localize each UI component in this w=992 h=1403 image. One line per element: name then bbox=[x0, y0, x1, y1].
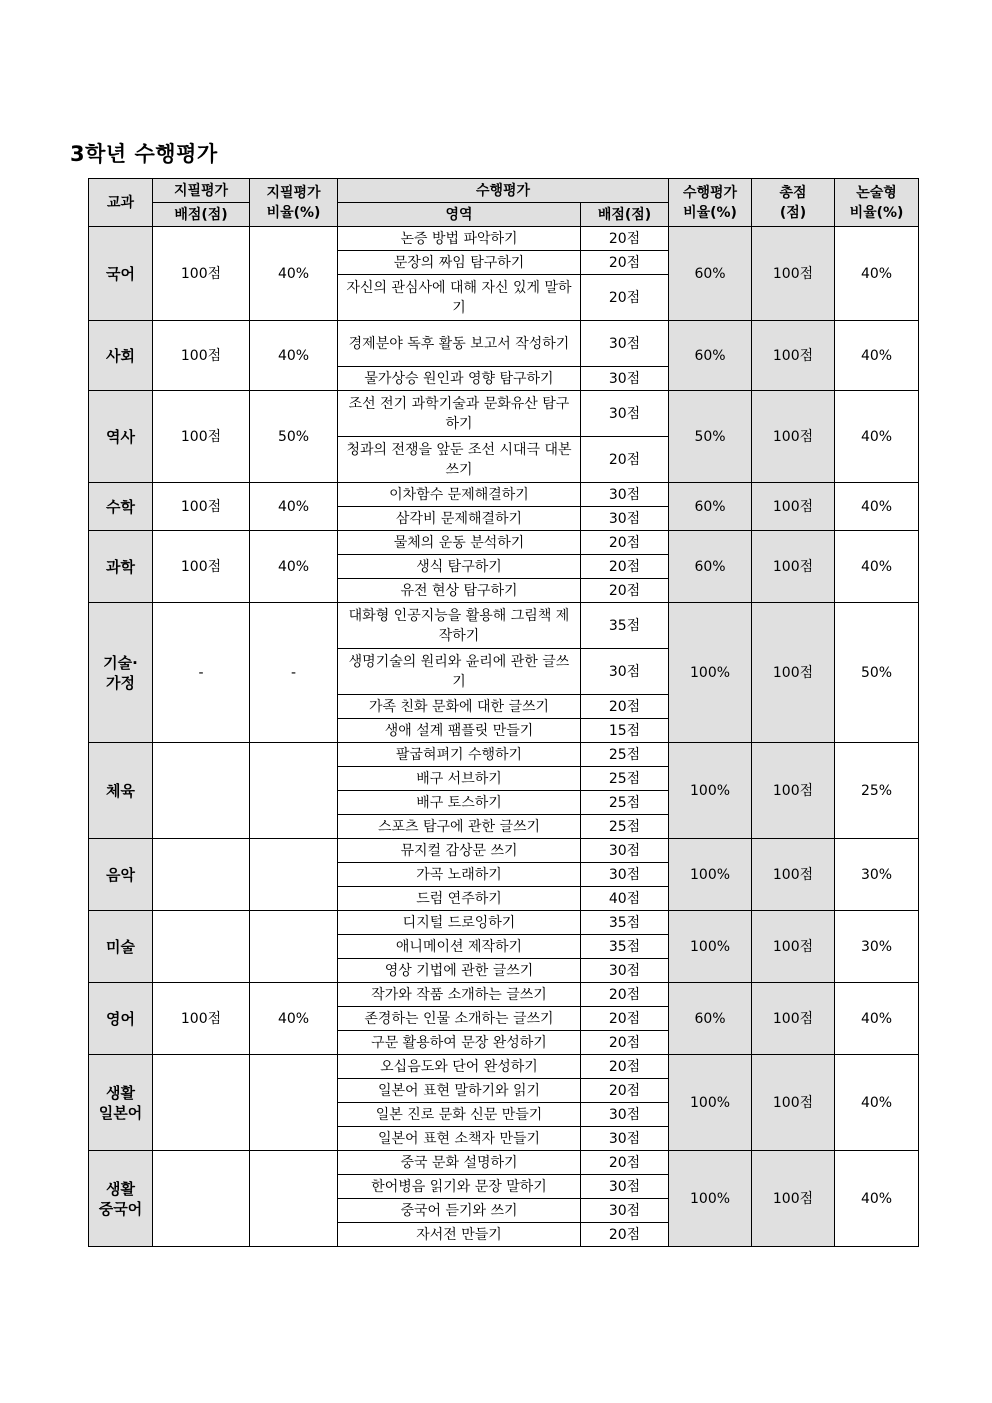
subject-name: 역사 bbox=[89, 391, 153, 483]
area-score: 30점 bbox=[581, 391, 669, 437]
subject-name: 생활 일본어 bbox=[89, 1055, 153, 1151]
area-score: 30점 bbox=[581, 483, 669, 507]
essay-ratio: 40% bbox=[835, 983, 919, 1055]
area-name: 중국 문화 설명하기 bbox=[338, 1151, 581, 1175]
written-ratio bbox=[250, 911, 338, 983]
area-score: 20점 bbox=[581, 1223, 669, 1247]
area-score: 20점 bbox=[581, 555, 669, 579]
table-row bbox=[89, 531, 919, 555]
essay-ratio: 40% bbox=[835, 531, 919, 603]
written-ratio: 40% bbox=[250, 983, 338, 1055]
area-score: 15점 bbox=[581, 719, 669, 743]
area-score: 25점 bbox=[581, 791, 669, 815]
written-score: 100점 bbox=[153, 483, 250, 531]
written-ratio bbox=[250, 743, 338, 839]
table-row bbox=[89, 911, 919, 935]
area-score: 20점 bbox=[581, 1031, 669, 1055]
area-score: 40점 bbox=[581, 887, 669, 911]
perf-ratio: 60% bbox=[669, 983, 752, 1055]
subject-name: 음악 bbox=[89, 839, 153, 911]
area-name: 오십음도와 단어 완성하기 bbox=[338, 1055, 581, 1079]
subject-name: 사회 bbox=[89, 321, 153, 391]
area-name: 디지털 드로잉하기 bbox=[338, 911, 581, 935]
area-score: 35점 bbox=[581, 935, 669, 959]
essay-ratio: 40% bbox=[835, 1151, 919, 1247]
perf-ratio: 100% bbox=[669, 1055, 752, 1151]
perf-ratio: 100% bbox=[669, 911, 752, 983]
area-name: 유전 현상 탐구하기 bbox=[338, 579, 581, 603]
area-score: 30점 bbox=[581, 1175, 669, 1199]
essay-ratio: 40% bbox=[835, 227, 919, 321]
written-score bbox=[153, 839, 250, 911]
area-score: 20점 bbox=[581, 437, 669, 483]
area-name: 구문 활용하여 문장 완성하기 bbox=[338, 1031, 581, 1055]
essay-ratio: 40% bbox=[835, 483, 919, 531]
essay-ratio: 25% bbox=[835, 743, 919, 839]
essay-ratio: 30% bbox=[835, 911, 919, 983]
area-score: 30점 bbox=[581, 367, 669, 391]
written-score: 100점 bbox=[153, 391, 250, 483]
perf-ratio: 100% bbox=[669, 743, 752, 839]
area-score: 20점 bbox=[581, 1007, 669, 1031]
header-performance-group: 수행평가 bbox=[338, 179, 669, 203]
area-name: 가곡 노래하기 bbox=[338, 863, 581, 887]
area-score: 20점 bbox=[581, 695, 669, 719]
area-name: 생명기술의 원리와 윤리에 관한 글쓰기 bbox=[338, 649, 581, 695]
total-score: 100점 bbox=[752, 391, 835, 483]
area-score: 30점 bbox=[581, 1103, 669, 1127]
area-name: 배구 토스하기 bbox=[338, 791, 581, 815]
written-score: - bbox=[153, 603, 250, 743]
essay-ratio: 30% bbox=[835, 839, 919, 911]
total-score: 100점 bbox=[752, 483, 835, 531]
area-name: 팔굽혀펴기 수행하기 bbox=[338, 743, 581, 767]
table-row bbox=[89, 603, 919, 649]
subject-name: 국어 bbox=[89, 227, 153, 321]
table-row bbox=[89, 1151, 919, 1175]
area-name: 작가와 작품 소개하는 글쓰기 bbox=[338, 983, 581, 1007]
area-name: 일본어 표현 소책자 만들기 bbox=[338, 1127, 581, 1151]
written-score: 100점 bbox=[153, 321, 250, 391]
written-ratio: 40% bbox=[250, 483, 338, 531]
area-score: 25점 bbox=[581, 767, 669, 791]
perf-ratio: 60% bbox=[669, 483, 752, 531]
total-score: 100점 bbox=[752, 839, 835, 911]
area-name: 존경하는 인물 소개하는 글쓰기 bbox=[338, 1007, 581, 1031]
area-name: 청과의 전쟁을 앞둔 조선 시대극 대본 쓰기 bbox=[338, 437, 581, 483]
subject-name: 체육 bbox=[89, 743, 153, 839]
written-score bbox=[153, 1055, 250, 1151]
area-name: 문장의 짜임 탐구하기 bbox=[338, 251, 581, 275]
header-subject: 교과 bbox=[89, 179, 153, 227]
area-name: 삼각비 문제해결하기 bbox=[338, 507, 581, 531]
area-name: 드럼 연주하기 bbox=[338, 887, 581, 911]
area-name: 물체의 운동 분석하기 bbox=[338, 531, 581, 555]
area-score: 25점 bbox=[581, 743, 669, 767]
header-area: 영역 bbox=[338, 203, 581, 227]
perf-ratio: 60% bbox=[669, 227, 752, 321]
subject-name: 수학 bbox=[89, 483, 153, 531]
area-name: 자신의 관심사에 대해 자신 있게 말하기 bbox=[338, 275, 581, 321]
area-name: 일본어 표현 말하기와 읽기 bbox=[338, 1079, 581, 1103]
area-score: 25점 bbox=[581, 815, 669, 839]
total-score: 100점 bbox=[752, 1055, 835, 1151]
area-name: 조선 전기 과학기술과 문화유산 탐구하기 bbox=[338, 391, 581, 437]
perf-ratio: 60% bbox=[669, 531, 752, 603]
total-score: 100점 bbox=[752, 321, 835, 391]
total-score: 100점 bbox=[752, 603, 835, 743]
total-score: 100점 bbox=[752, 983, 835, 1055]
table-row bbox=[89, 983, 919, 1007]
essay-ratio: 50% bbox=[835, 603, 919, 743]
total-score: 100점 bbox=[752, 227, 835, 321]
header-written-ratio: 지필평가 비율(%) bbox=[250, 179, 338, 227]
area-name: 대화형 인공지능을 활용해 그림책 제작하기 bbox=[338, 603, 581, 649]
table-row bbox=[89, 227, 919, 251]
assessment-table bbox=[88, 178, 919, 1247]
written-ratio bbox=[250, 1151, 338, 1247]
area-name: 논증 방법 파악하기 bbox=[338, 227, 581, 251]
area-score: 30점 bbox=[581, 649, 669, 695]
area-score: 20점 bbox=[581, 579, 669, 603]
written-ratio bbox=[250, 1055, 338, 1151]
area-score: 30점 bbox=[581, 839, 669, 863]
area-name: 이차함수 문제해결하기 bbox=[338, 483, 581, 507]
area-score: 20점 bbox=[581, 275, 669, 321]
area-name: 스포츠 탐구에 관한 글쓰기 bbox=[338, 815, 581, 839]
essay-ratio: 40% bbox=[835, 321, 919, 391]
perf-ratio: 50% bbox=[669, 391, 752, 483]
area-score: 20점 bbox=[581, 1055, 669, 1079]
total-score: 100점 bbox=[752, 911, 835, 983]
table-row bbox=[89, 743, 919, 767]
page-title: 3학년 수행평가 bbox=[70, 142, 218, 166]
written-score: 100점 bbox=[153, 227, 250, 321]
subject-name: 과학 bbox=[89, 531, 153, 603]
subject-name: 생활 중국어 bbox=[89, 1151, 153, 1247]
header-total: 총점 (점) bbox=[752, 179, 835, 227]
area-name: 한어병음 읽기와 문장 말하기 bbox=[338, 1175, 581, 1199]
area-score: 30점 bbox=[581, 1199, 669, 1223]
written-score bbox=[153, 1151, 250, 1247]
written-ratio: 40% bbox=[250, 227, 338, 321]
area-score: 20점 bbox=[581, 1079, 669, 1103]
table-row bbox=[89, 839, 919, 863]
table-row bbox=[89, 321, 919, 367]
area-name: 영상 기법에 관한 글쓰기 bbox=[338, 959, 581, 983]
area-score: 30점 bbox=[581, 507, 669, 531]
header-essay-ratio: 논술형 비율(%) bbox=[835, 179, 919, 227]
area-name: 물가상승 원인과 영향 탐구하기 bbox=[338, 367, 581, 391]
total-score: 100점 bbox=[752, 531, 835, 603]
written-ratio: 50% bbox=[250, 391, 338, 483]
table-row bbox=[89, 1055, 919, 1079]
table-row bbox=[89, 391, 919, 437]
area-score: 30점 bbox=[581, 863, 669, 887]
perf-ratio: 60% bbox=[669, 321, 752, 391]
area-name: 중국어 듣기와 쓰기 bbox=[338, 1199, 581, 1223]
subject-name: 영어 bbox=[89, 983, 153, 1055]
area-score: 30점 bbox=[581, 321, 669, 367]
area-name: 일본 진로 문화 신문 만들기 bbox=[338, 1103, 581, 1127]
area-name: 애니메이션 제작하기 bbox=[338, 935, 581, 959]
header-perf-ratio: 수행평가 비율(%) bbox=[669, 179, 752, 227]
perf-ratio: 100% bbox=[669, 603, 752, 743]
area-score: 20점 bbox=[581, 531, 669, 555]
area-score: 35점 bbox=[581, 603, 669, 649]
area-score: 20점 bbox=[581, 251, 669, 275]
subject-name: 미술 bbox=[89, 911, 153, 983]
area-name: 생식 탐구하기 bbox=[338, 555, 581, 579]
written-score: 100점 bbox=[153, 983, 250, 1055]
area-score: 20점 bbox=[581, 1151, 669, 1175]
area-name: 가족 친화 문화에 대한 글쓰기 bbox=[338, 695, 581, 719]
written-ratio: 40% bbox=[250, 321, 338, 391]
table-row bbox=[89, 483, 919, 507]
written-ratio bbox=[250, 839, 338, 911]
written-ratio: 40% bbox=[250, 531, 338, 603]
perf-ratio: 100% bbox=[669, 839, 752, 911]
area-name: 경제분야 독후 활동 보고서 작성하기 bbox=[338, 321, 581, 367]
essay-ratio: 40% bbox=[835, 391, 919, 483]
area-name: 자서전 만들기 bbox=[338, 1223, 581, 1247]
area-name: 생애 설계 팸플릿 만들기 bbox=[338, 719, 581, 743]
written-score bbox=[153, 911, 250, 983]
area-score: 35점 bbox=[581, 911, 669, 935]
perf-ratio: 100% bbox=[669, 1151, 752, 1247]
area-score: 30점 bbox=[581, 1127, 669, 1151]
area-name: 뮤지컬 감상문 쓰기 bbox=[338, 839, 581, 863]
essay-ratio: 40% bbox=[835, 1055, 919, 1151]
written-score: 100점 bbox=[153, 531, 250, 603]
written-score bbox=[153, 743, 250, 839]
header-area-score: 배점(점) bbox=[581, 203, 669, 227]
area-score: 30점 bbox=[581, 959, 669, 983]
total-score: 100점 bbox=[752, 1151, 835, 1247]
header-written-score: 배점(점) bbox=[153, 203, 250, 227]
area-name: 배구 서브하기 bbox=[338, 767, 581, 791]
header-written-group: 지필평가 bbox=[153, 179, 250, 203]
total-score: 100점 bbox=[752, 743, 835, 839]
subject-name: 기술· 가정 bbox=[89, 603, 153, 743]
area-score: 20점 bbox=[581, 227, 669, 251]
written-ratio: - bbox=[250, 603, 338, 743]
area-score: 20점 bbox=[581, 983, 669, 1007]
